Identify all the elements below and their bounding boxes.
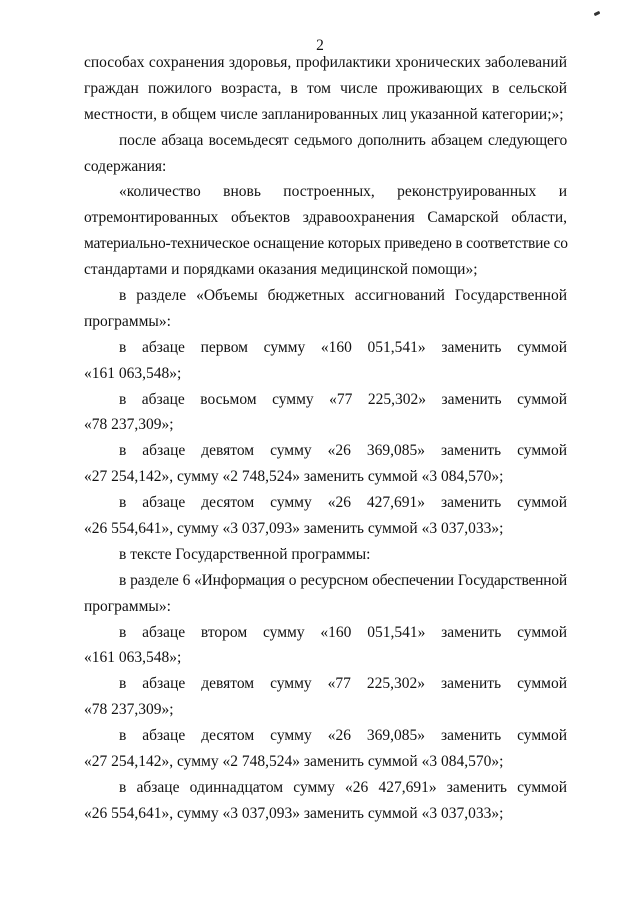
text-line: в абзаце девятом сумму «77 225,302» заменить суммой bbox=[119, 675, 567, 693]
paragraph bbox=[84, 723, 567, 775]
paragraph bbox=[84, 620, 567, 672]
text-line: способах сохранения здоровья, профилактики хронических заболеваний bbox=[84, 54, 567, 71]
paragraph bbox=[84, 568, 567, 620]
text-line: материально-техническое оснащение которых приведено в соответствие со bbox=[84, 235, 568, 253]
text-line: в абзаце одиннадцатом сумму «26 427,691» заменить суммой bbox=[119, 778, 567, 796]
text-line: в абзаце втором сумму «160 051,541» заменить суммой bbox=[119, 623, 567, 641]
paragraph bbox=[84, 490, 567, 542]
text-line: в абзаце восьмом сумму «77 225,302» заменить суммой bbox=[119, 390, 567, 408]
paragraph bbox=[84, 387, 567, 439]
paragraph bbox=[84, 542, 567, 568]
text-line: «количество вновь построенных, реконструированных и bbox=[119, 183, 567, 201]
scan-mark bbox=[594, 11, 601, 16]
text-line: «161 063,548»; bbox=[84, 649, 182, 667]
text-line: отремонтированных объектов здравоохранения Самарской области, bbox=[84, 209, 567, 227]
paragraph bbox=[84, 179, 567, 283]
text-line: местности, в общем числе запланированных лиц указанной категории;»; bbox=[84, 105, 564, 123]
paragraph bbox=[84, 335, 567, 387]
paragraph bbox=[84, 775, 567, 827]
text-line: в абзаце девятом сумму «26 369,085» заменить суммой bbox=[119, 442, 567, 460]
text-line: «26 554,641», сумму «3 037,093» заменить суммой «3 037,033»; bbox=[84, 520, 504, 538]
text-line: «78 237,309»; bbox=[84, 701, 174, 719]
text-line: «27 254,142», сумму «2 748,524» заменить суммой «3 084,570»; bbox=[84, 468, 504, 486]
text-line: «26 554,641», сумму «3 037,093» заменить суммой «3 037,033»; bbox=[84, 804, 504, 822]
text-line: программы»: bbox=[84, 597, 171, 615]
paragraph bbox=[84, 128, 567, 180]
text-line: «161 063,548»; bbox=[84, 364, 182, 382]
text-line: в тексте Государственной программы: bbox=[119, 545, 371, 563]
text-line: в абзаце десятом сумму «26 369,085» заменить суммой bbox=[119, 727, 567, 745]
text-line: после абзаца восемьдесят седьмого дополнить абзацем следующего bbox=[119, 131, 567, 149]
document-body bbox=[84, 50, 567, 827]
paragraph bbox=[84, 671, 567, 723]
text-line: программы»: bbox=[84, 312, 171, 330]
text-line: в абзаце десятом сумму «26 427,691» заменить суммой bbox=[119, 494, 567, 512]
text-line: содержания: bbox=[84, 157, 167, 175]
paragraph bbox=[84, 283, 567, 335]
page-number: 2 bbox=[316, 37, 324, 54]
text-line: стандартами и порядками оказания медицинской помощи»; bbox=[84, 261, 478, 279]
text-line: «27 254,142», сумму «2 748,524» заменить суммой «3 084,570»; bbox=[84, 753, 504, 771]
text-line: граждан пожилого возраста, в том числе проживающих в сельской bbox=[84, 79, 567, 97]
text-line: «78 237,309»; bbox=[84, 416, 174, 434]
text-line: в разделе «Объемы бюджетных ассигнований Государственной bbox=[119, 287, 567, 305]
text-line: в абзаце первом сумму «160 051,541» заменить суммой bbox=[119, 338, 567, 356]
paragraph bbox=[84, 438, 567, 490]
paragraph bbox=[84, 50, 567, 128]
text-line: в разделе 6 «Информация о ресурсном обеспечении Государственной bbox=[119, 571, 567, 589]
